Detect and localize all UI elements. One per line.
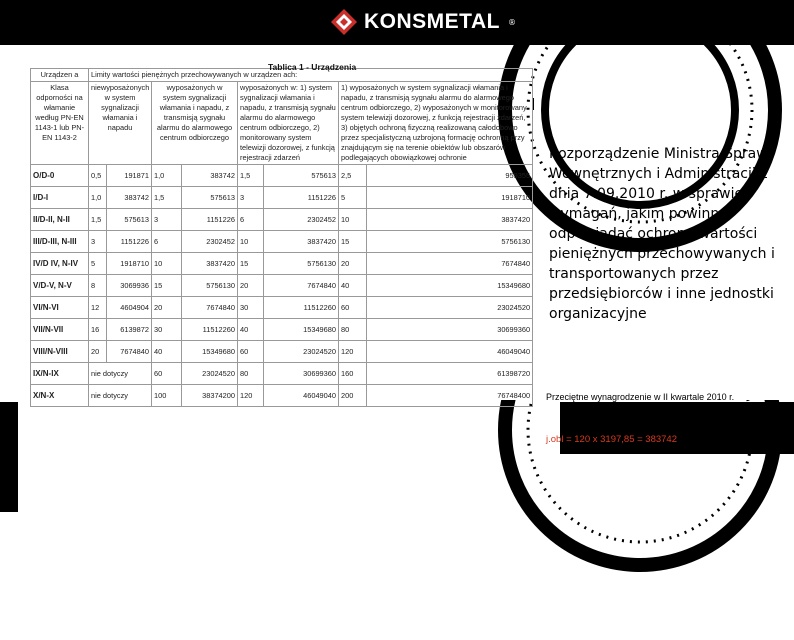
- logo: [330, 8, 516, 36]
- table-row: [31, 209, 533, 231]
- table-cell: 2,5: [339, 165, 367, 187]
- table-cell: 30699360: [367, 319, 533, 341]
- table-cell: 16: [89, 319, 107, 341]
- table-cell: 1151226: [264, 187, 339, 209]
- header-device: Urządzen a: [31, 69, 89, 82]
- table-cell: 7674840: [367, 253, 533, 275]
- registered-mark: ®: [507, 17, 516, 27]
- table-row: [31, 385, 533, 407]
- table-cell: 30699360: [264, 363, 339, 385]
- table-cell: 15349680: [264, 319, 339, 341]
- limits-table: [30, 68, 533, 407]
- table-cell: 11512260: [264, 297, 339, 319]
- table-cell: VIII/N-VIII: [31, 341, 89, 363]
- table-cell: 80: [339, 319, 367, 341]
- table-cell: 4604904: [107, 297, 152, 319]
- table-cell: 8: [89, 275, 107, 297]
- table-cell: 60: [238, 341, 264, 363]
- table-cell: 15: [339, 231, 367, 253]
- left-band: [0, 402, 18, 512]
- table-cell: 575613: [182, 187, 238, 209]
- table-cell: 7674840: [264, 275, 339, 297]
- header-limits: Limity wartości pienężnych przechowywanych w urządzen ach:: [89, 69, 533, 82]
- table-cell: 40: [339, 275, 367, 297]
- table-cell: 38374200: [182, 385, 238, 407]
- table-cell: 575613: [264, 165, 339, 187]
- table-cell: 5756130: [367, 231, 533, 253]
- table-cell: III/D-III, N-III: [31, 231, 89, 253]
- table-row: [31, 319, 533, 341]
- header-col4: 1) wyposażonych w system sygnalizacji włamania i napadu, z transmisją sygnału alarmu do alarmowego centrum odbiorczego, 2) wyposażonych w monitorowany system telewizji dozorowej, z funkcją rejestracji zdarzeń, 3) objętych ochroną fizyczną realizowaną całodobowo przez specjalistyczną uzbrojoną formację ochronną przy znajdującym się na terenie obiektów lub obszarów podlegających obowiązkowej ochronie: [339, 82, 533, 165]
- table-cell: 5756130: [182, 275, 238, 297]
- table-cell: 10: [152, 253, 182, 275]
- table-cell: 3837420: [264, 231, 339, 253]
- table-cell: 1151226: [107, 231, 152, 253]
- table-cell: nie dotyczy: [89, 385, 152, 407]
- table-cell: 2302452: [182, 231, 238, 253]
- table-row: [31, 341, 533, 363]
- header-col3: wyposażonych w: 1) system sygnalizacji włamania i napadu, z transmisją sygnału alarmu do alarmowego centrum odbiorczego, 2) monitorowany system telewizji dozorowej, z funkcją rejestracji zdarzeń: [238, 82, 339, 165]
- table-cell: 20: [89, 341, 107, 363]
- table-row: [31, 187, 533, 209]
- table-cell: 120: [339, 341, 367, 363]
- right-band: [560, 402, 794, 454]
- table-cell: 120: [238, 385, 264, 407]
- limits-table-section: [30, 62, 532, 407]
- table-cell: 15349680: [182, 341, 238, 363]
- table-cell: 1,5: [238, 165, 264, 187]
- table-cell: 10: [339, 209, 367, 231]
- table-cell: 191871: [107, 165, 152, 187]
- brand-name: KONSMETAL: [364, 10, 500, 33]
- table-cell: 5756130: [264, 253, 339, 275]
- regulation-text: Rozporządzenie Ministra Spraw Wewnętrznych i Administracji z dnia 7.09.2010 r. w sprawie wymagań, jakim powinna odpowiadać ochrona wartości pieniężnych przechowywanych i transportowanych przez przedsiębiorców i inne jednostki organizacyjne: [549, 146, 775, 322]
- table-cell: 5: [339, 187, 367, 209]
- table-row: [31, 297, 533, 319]
- table-cell: 1918710: [367, 187, 533, 209]
- table-cell: 15: [152, 275, 182, 297]
- table-cell: 100: [152, 385, 182, 407]
- table-cell: VII/N-VII: [31, 319, 89, 341]
- table-cell: I/D-I: [31, 187, 89, 209]
- table-cell: 3: [89, 231, 107, 253]
- logo-diamond-icon: [330, 8, 358, 36]
- table-cell: 11512260: [182, 319, 238, 341]
- table-row: [31, 165, 533, 187]
- table-cell: 959355: [367, 165, 533, 187]
- table-cell: 1,5: [89, 209, 107, 231]
- table-cell: IX/N-IX: [31, 363, 89, 385]
- table-cell: X/N-X: [31, 385, 89, 407]
- table-cell: 23024520: [182, 363, 238, 385]
- table-cell: 80: [238, 363, 264, 385]
- table-row: [31, 275, 533, 297]
- table-cell: 60: [152, 363, 182, 385]
- table-cell: 3837420: [367, 209, 533, 231]
- table-cell: 40: [238, 319, 264, 341]
- table-cell: 6139872: [107, 319, 152, 341]
- header-col2: wyposażonych w system sygnalizacji włamania i napadu, z transmisją sygnału alarmu do alarmowego centrum odbiorczego: [152, 82, 238, 165]
- table-cell: IV/D IV, N-IV: [31, 253, 89, 275]
- table-row: [31, 231, 533, 253]
- table-cell: 10: [238, 231, 264, 253]
- table-cell: 383742: [182, 165, 238, 187]
- table-cell: 3837420: [182, 253, 238, 275]
- table-cell: 575613: [107, 209, 152, 231]
- table-cell: 2302452: [264, 209, 339, 231]
- table-cell: 3: [152, 209, 182, 231]
- table-cell: 61398720: [367, 363, 533, 385]
- table-cell: 60: [339, 297, 367, 319]
- table-cell: 160: [339, 363, 367, 385]
- table-cell: 15: [238, 253, 264, 275]
- table-cell: 1,5: [152, 187, 182, 209]
- table-cell: 15349680: [367, 275, 533, 297]
- table-cell: O/D-0: [31, 165, 89, 187]
- table-cell: 30: [238, 297, 264, 319]
- table-cell: 7674840: [107, 341, 152, 363]
- table-cell: 20: [339, 253, 367, 275]
- table-caption: Tablica 1 - Urządzenia: [268, 62, 357, 72]
- table-cell: 3: [238, 187, 264, 209]
- table-cell: 0,5: [89, 165, 107, 187]
- table-cell: 20: [152, 297, 182, 319]
- header-class: Klasa odporności na włamanie według PN-EN 1143-1 lub PN-EN 1143-2: [31, 82, 89, 165]
- table-cell: 46049040: [367, 341, 533, 363]
- table-cell: 7674840: [182, 297, 238, 319]
- table-cell: 200: [339, 385, 367, 407]
- table-cell: 5: [89, 253, 107, 275]
- table-cell: 40: [152, 341, 182, 363]
- average-salary-note: Przeciętne wynagrodzenie w II kwartale 2010 r.: [546, 392, 735, 402]
- table-cell: 12: [89, 297, 107, 319]
- table-cell: II/D-II, N-II: [31, 209, 89, 231]
- table-cell: 6: [238, 209, 264, 231]
- table-cell: 1,0: [152, 165, 182, 187]
- table-cell: V/D-V, N-V: [31, 275, 89, 297]
- table-cell: 6: [152, 231, 182, 253]
- unit-formula: j.obl = 120 x 3197,85 = 383742: [546, 434, 678, 445]
- header-col1: niewyposażonych w system sygnalizacji włamania i napadu: [89, 82, 152, 165]
- table-cell: 76748400: [367, 385, 533, 407]
- table-cell: VI/N-VI: [31, 297, 89, 319]
- table-cell: 3069936: [107, 275, 152, 297]
- table-cell: nie dotyczy: [89, 363, 152, 385]
- table-cell: 20: [238, 275, 264, 297]
- table-cell: 1151226: [182, 209, 238, 231]
- table-cell: 46049040: [264, 385, 339, 407]
- table-cell: 383742: [107, 187, 152, 209]
- table-cell: 1,0: [89, 187, 107, 209]
- table-row: [31, 363, 533, 385]
- table-cell: 23024520: [367, 297, 533, 319]
- table-row: [31, 253, 533, 275]
- table-cell: 23024520: [264, 341, 339, 363]
- table-cell: 1918710: [107, 253, 152, 275]
- table-cell: 30: [152, 319, 182, 341]
